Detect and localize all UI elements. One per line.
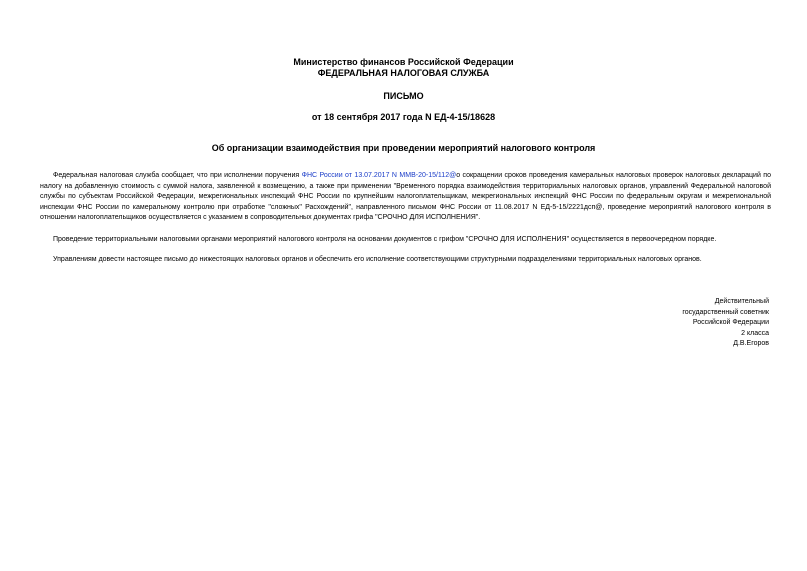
signature-title-line-4: 2 класса [741,329,769,337]
order-reference-link[interactable]: ФНС России от 13.07.2017 N ММВ-20-15/112@ [301,172,457,179]
body-paragraph-3: Управлениям довести настоящее письмо до нижестоящих налоговых органов и обеспечить его исполнение соответствующими структурными подразделениями территориальных налоговых органов. [53,256,702,263]
body-paragraph-1 [40,171,771,224]
paragraph-1-text-start: Федеральная налоговая служба сообщает, что при исполнении поручения [53,172,302,179]
document-type: ПИСЬМО [383,91,424,101]
service-name: ФЕДЕРАЛЬНАЯ НАЛОГОВАЯ СЛУЖБА [317,68,490,78]
ministry-name: Министерство финансов Российской Федерации [293,57,514,67]
signature-title-line-3: Российской Федерации [692,319,769,326]
document-date-number: от 18 сентября 2017 года N ЕД-4-15/18628 [311,112,496,122]
body-paragraph-2: Проведение территориальными налоговыми органами мероприятий налогового контроля на основании документов с грифом "СРОЧНО ДЛЯ ИСПОЛНЕНИЯ" осуществляется в первоочередном порядке. [53,236,717,243]
paragraph-1-text-end: о сокращении сроков проведения камеральных налоговых проверок налоговых деклараций по налогу на добавленную стоимость с суммой налога, заявленной к возмещению, а также при применении "Временного порядка взаимодействия территориальных налоговых органов, управлений Федеральной налоговой службы по субъектам Российской Федерации, межрегиональных инспекций ФНС России по крупнейшим налогоплательщикам, межрегиональных инспекций ФНС России по федеральным округам и межрегиональной инспекции ФНС России по камеральному контролю при отработке "сложных" Расхождений", направленного письмом ФНС России от 11.08.2017 N ЕД-5-15/2221дсп@, проведение мероприятий налогового контроля в отношении налогоплательщиков осуществляется с указанием в сопроводительных документах грифа "СРОЧНО ДЛЯ ИСПОЛНЕНИЯ". [40,172,771,221]
signatory-name: Д.В.Егоров [733,340,769,347]
document-subject: Об организации взаимодействия при проведении мероприятий налогового контроля [211,143,596,153]
signature-block [569,297,769,350]
signature-title-line-1: Действительный [714,298,769,305]
signature-title-line-2: государственный советник [682,308,769,316]
